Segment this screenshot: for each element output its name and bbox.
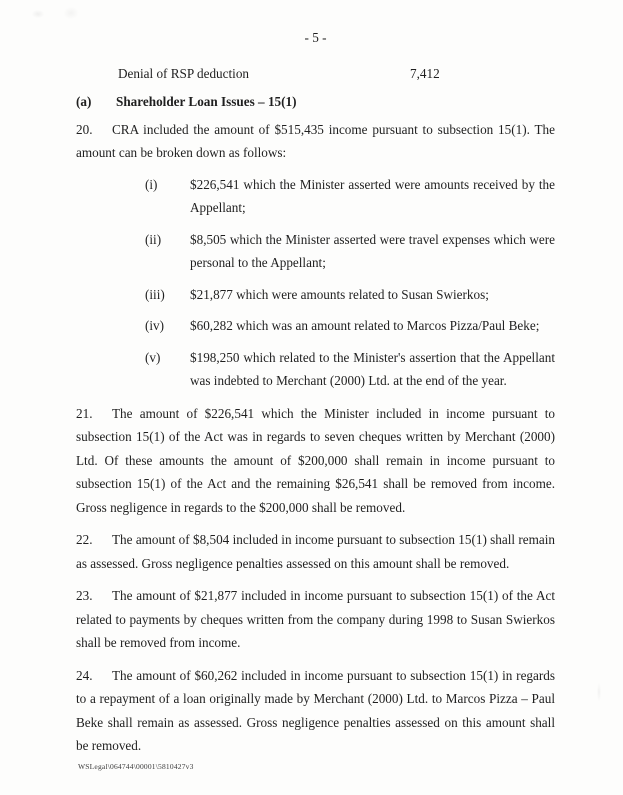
list-item-ii-label: (ii) bbox=[145, 231, 162, 247]
document-id-footer: WSLegal\064744\00001\5810427v3 bbox=[78, 762, 194, 771]
list-item-iii bbox=[76, 283, 555, 307]
section-heading-letter: (a) bbox=[76, 94, 92, 109]
paragraph-24-number: 24. bbox=[76, 667, 93, 683]
paragraph-23-number: 23. bbox=[76, 588, 93, 603]
paragraph-21 bbox=[76, 402, 555, 520]
paragraph-21-text: The amount of $226,541 which the Minister included in income pursuant to subsection 15(1) of the Act was in regards to seven cheques written by Merchant (2000) Ltd. Of these amounts the amount of $200,000 shall remain in income pursuant to subsection 15(1) of the Act and the remaining $26,541 shall be removed from income. Gross negligence in regards to the $200,000 shall be removed. bbox=[76, 405, 555, 515]
list-item-iii-label: (iii) bbox=[145, 286, 165, 302]
list-item-iv-text: $60,282 which was an amount related to Marcos Pizza/Paul Beke; bbox=[190, 318, 540, 333]
paragraph-22-text: The amount of $8,504 included in income pursuant to subsection 15(1) shall remain as assessed. Gross negligence penalties assessed on this amount shall be removed. bbox=[76, 532, 555, 571]
page-number: - 5 - bbox=[304, 30, 327, 45]
list-item-iv-label: (iv) bbox=[145, 318, 165, 333]
list-item-v-label: (v) bbox=[145, 349, 161, 365]
list-item-v-text: $198,250 which related to the Minister's assertion that the Appellant was indebted to Merchant (2000) Ltd. at the end of the year. bbox=[190, 349, 555, 388]
list-item-iv bbox=[76, 314, 555, 338]
paragraph-20 bbox=[76, 118, 555, 165]
list-item-ii bbox=[76, 228, 555, 275]
ledger-line bbox=[76, 62, 555, 86]
ledger-value: 7,412 bbox=[410, 65, 440, 81]
list-item-iii-text: $21,877 which were amounts related to Susan Swierkos; bbox=[190, 286, 489, 302]
paragraph-24 bbox=[76, 664, 555, 758]
ledger-label: Denial of RSP deduction bbox=[118, 65, 250, 81]
paragraph-20-number: 20. bbox=[76, 121, 93, 137]
list-item-i-text: $226,541 which the Minister asserted were amounts received by the Appellant; bbox=[190, 176, 555, 215]
paragraph-23-text: The amount of $21,877 included in income pursuant to subsection 15(1) of the Act related to payments by cheques written from the company during 1998 to Susan Swierkos shall be removed from income. bbox=[76, 588, 555, 650]
paragraph-22-number: 22. bbox=[76, 532, 93, 547]
list-item-v bbox=[76, 346, 555, 393]
paragraph-24-text: The amount of $60,262 included in income pursuant to subsection 15(1) in regards to a repayment of a loan originally made by Merchant (2000) Ltd. to Marcos Pizza – Paul Beke shall remain as assessed. Gross negligence penalties assessed on this amount shall be removed. bbox=[76, 667, 555, 753]
list-item-i bbox=[76, 173, 555, 220]
section-heading bbox=[76, 90, 555, 114]
sub-item-list bbox=[76, 173, 555, 393]
paragraph-20-text: CRA included the amount of $515,435 income pursuant to subsection 15(1). The amount can be broken down as follows: bbox=[76, 121, 555, 160]
paragraph-21-number: 21. bbox=[76, 405, 93, 421]
section-heading-title: Shareholder Loan Issues – 15(1) bbox=[116, 94, 297, 109]
list-item-ii-text: $8,505 which the Minister asserted were travel expenses which were personal to the Appellant; bbox=[190, 231, 555, 270]
list-item-i-label: (i) bbox=[145, 176, 158, 192]
paragraph-22 bbox=[76, 528, 555, 575]
paragraph-23 bbox=[76, 584, 555, 655]
